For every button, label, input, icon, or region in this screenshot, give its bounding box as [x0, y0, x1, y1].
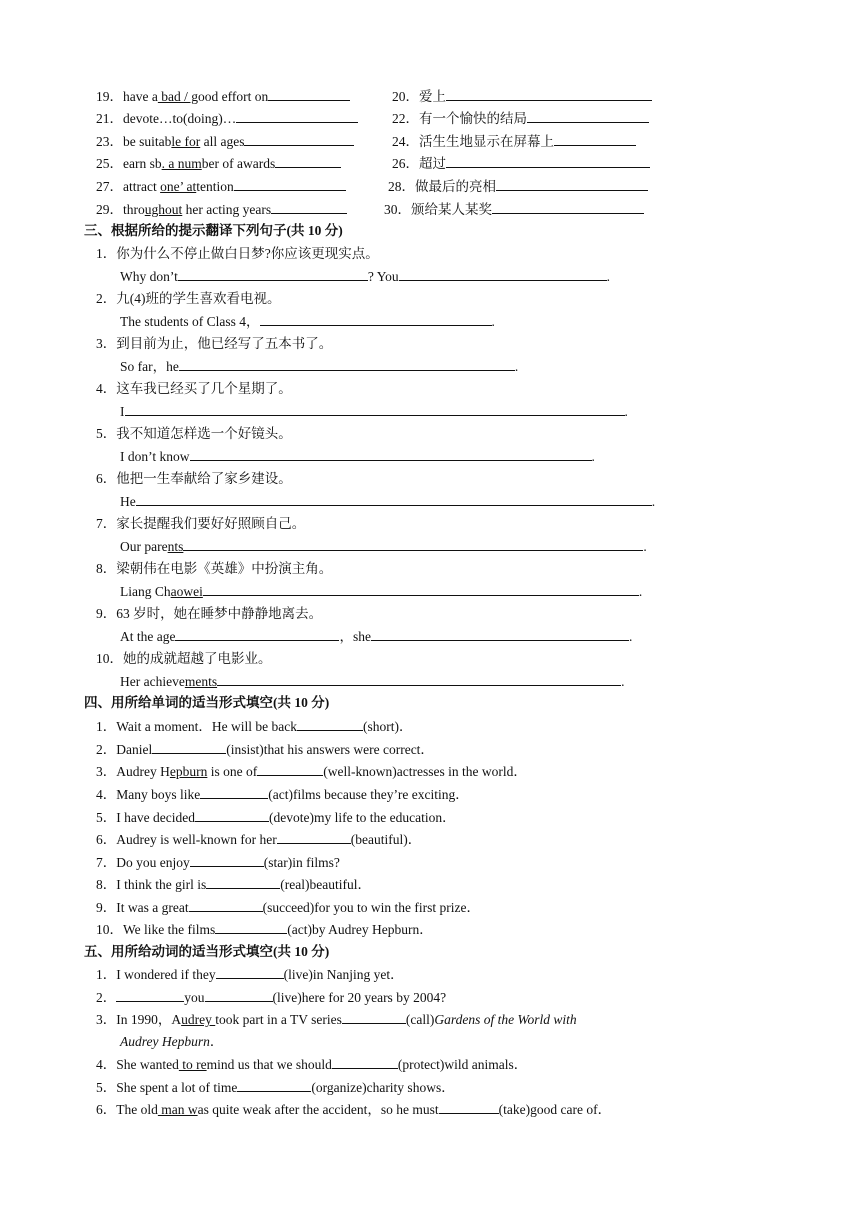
answer-blank[interactable] — [527, 107, 649, 123]
fill-in-item: 3．Audrey Hepburn is one of (well-known)actresses in the world． — [96, 760, 527, 782]
vocab-left: 29．throughout her acting years — [96, 198, 347, 221]
translation-answer: Why don’t ? You . — [120, 265, 610, 287]
answer-blank[interactable] — [216, 963, 284, 979]
translation-answer: The students of Class 4， . — [120, 310, 495, 332]
translation-prompt: 7．家长提醒我们要好好照顾自己。 — [96, 516, 306, 531]
answer-blank[interactable] — [189, 896, 263, 912]
answer-blank[interactable] — [399, 265, 607, 281]
answer-blank[interactable] — [206, 873, 280, 889]
answer-blank[interactable] — [178, 265, 368, 281]
fill-in-item: 4．She wanted to remind us that we should (protect)wild animals． — [96, 1053, 527, 1075]
answer-blank[interactable] — [492, 198, 644, 214]
answer-blank[interactable] — [116, 986, 184, 1002]
vocab-right: 30．颁给某人某奖 — [384, 198, 644, 221]
translation-prompt: 3．到目前为止，他已经写了五本书了。 — [96, 336, 333, 351]
translation-prompt: 8．梁朝伟在电影《英雄》中扮演主角。 — [96, 561, 333, 576]
answer-blank[interactable] — [215, 918, 287, 934]
section-5-title: 五、用所给动词的适当形式填空(共 10 分) — [84, 944, 330, 959]
translation-answer: Our parents . — [120, 535, 647, 557]
answer-blank[interactable] — [237, 1076, 311, 1092]
answer-blank[interactable] — [236, 107, 358, 123]
answer-blank[interactable] — [205, 986, 273, 1002]
answer-blank[interactable] — [277, 828, 351, 844]
fill-in-item: 5．I have decided (devote)my life to the education． — [96, 806, 456, 828]
answer-blank[interactable] — [554, 130, 636, 146]
translation-answer: He . — [120, 490, 655, 512]
answer-blank[interactable] — [217, 670, 621, 686]
translation-answer: Her achievements . — [120, 670, 624, 692]
fill-in-item: 10．We like the films (act)by Audrey Hepburn． — [96, 918, 433, 940]
fill-in-item: 2．Daniel (insist)that his answers were correct． — [96, 738, 434, 760]
answer-blank[interactable] — [190, 851, 264, 867]
answer-blank[interactable] — [275, 152, 341, 168]
fill-in-item: 1．I wondered if they (live)in Nanjing yet． — [96, 963, 404, 985]
fill-in-item: 6．The old man was quite weak after the accident，so he must (take)good care of． — [96, 1098, 611, 1120]
answer-blank[interactable] — [342, 1008, 406, 1024]
vocab-right: 24．活生生地显示在屏幕上 — [392, 130, 636, 153]
translation-prompt: 2．九(4)班的学生喜欢看电视。 — [96, 291, 281, 306]
vocab-left: 27．attract one’ attention — [96, 175, 346, 198]
answer-blank[interactable] — [244, 130, 354, 146]
vocab-left: 25．earn sb. a number of awards — [96, 152, 341, 175]
answer-blank[interactable] — [446, 152, 650, 168]
translation-prompt: 4．这车我已经买了几个星期了。 — [96, 381, 292, 396]
answer-blank[interactable] — [439, 1098, 499, 1114]
answer-blank[interactable] — [332, 1053, 398, 1069]
translation-answer: Liang Chaowei . — [120, 580, 642, 602]
vocab-right: 28．做最后的亮相 — [388, 175, 648, 198]
translation-prompt: 1．你为什么不停止做白日梦?你应该更现实点。 — [96, 246, 379, 261]
translation-answer: I don’t know . — [120, 445, 595, 467]
answer-blank[interactable] — [371, 625, 629, 641]
answer-blank[interactable] — [446, 85, 652, 101]
translation-answer: At the age ，she . — [120, 625, 632, 647]
answer-blank[interactable] — [183, 535, 643, 551]
fill-in-item: 9．It was a great (succeed)for you to win the first prize． — [96, 896, 480, 918]
fill-in-item: 4．Many boys like (act)films because they’re exciting． — [96, 783, 469, 805]
fill-in-item: 8．I think the girl is (real)beautiful． — [96, 873, 371, 895]
answer-blank[interactable] — [136, 490, 652, 506]
fill-in-item: 5．She spent a lot of time (organize)charity shows． — [96, 1076, 455, 1098]
fill-in-item-continued: Audrey Hepburn． — [120, 1034, 224, 1049]
section-3-title: 三、根据所给的提示翻译下列句子(共 10 分) — [84, 223, 343, 238]
section-4-title: 四、用所给单词的适当形式填空(共 10 分) — [84, 695, 330, 710]
answer-blank[interactable] — [268, 85, 350, 101]
translation-prompt: 6．他把一生奉献给了家乡建设。 — [96, 471, 292, 486]
answer-blank[interactable] — [496, 175, 648, 191]
fill-in-item: 1．Wait a moment．He will be back (short)． — [96, 715, 412, 737]
translation-answer: So far，he . — [120, 355, 518, 377]
answer-blank[interactable] — [260, 310, 492, 326]
vocab-left: 23．be suitable for all ages — [96, 130, 354, 153]
vocab-right: 22．有一个愉快的结局 — [392, 107, 649, 130]
answer-blank[interactable] — [234, 175, 346, 191]
vocab-right: 20．爱上 — [392, 85, 652, 108]
vocab-left: 21．devote…to(doing)… — [96, 107, 358, 130]
answer-blank[interactable] — [271, 198, 347, 214]
fill-in-item: 6．Audrey is well-known for her (beautiful)． — [96, 828, 421, 850]
vocab-right: 26．超过 — [392, 152, 650, 175]
translation-prompt: 5．我不知道怎样选一个好镜头。 — [96, 426, 292, 441]
translation-prompt: 9．63 岁时，她在睡梦中静静地离去。 — [96, 606, 323, 621]
fill-in-item: 2． you (live)here for 20 years by 2004? — [96, 986, 446, 1008]
translation-prompt: 10．她的成就超越了电影业。 — [96, 651, 272, 666]
answer-blank[interactable] — [195, 806, 269, 822]
answer-blank[interactable] — [125, 400, 625, 416]
answer-blank[interactable] — [152, 738, 226, 754]
answer-blank[interactable] — [190, 445, 592, 461]
answer-blank[interactable] — [257, 760, 323, 776]
answer-blank[interactable] — [200, 783, 268, 799]
translation-answer: I . — [120, 400, 628, 422]
fill-in-item: 7．Do you enjoy (star)in films? — [96, 851, 340, 873]
vocab-left: 19．have a bad / good effort on — [96, 85, 350, 108]
fill-in-item: 3．In 1990，Audrey took part in a TV series (call)Gardens of the World with — [96, 1008, 577, 1030]
answer-blank[interactable] — [179, 355, 515, 371]
answer-blank[interactable] — [297, 715, 363, 731]
answer-blank[interactable] — [203, 580, 639, 596]
answer-blank[interactable] — [175, 625, 339, 641]
